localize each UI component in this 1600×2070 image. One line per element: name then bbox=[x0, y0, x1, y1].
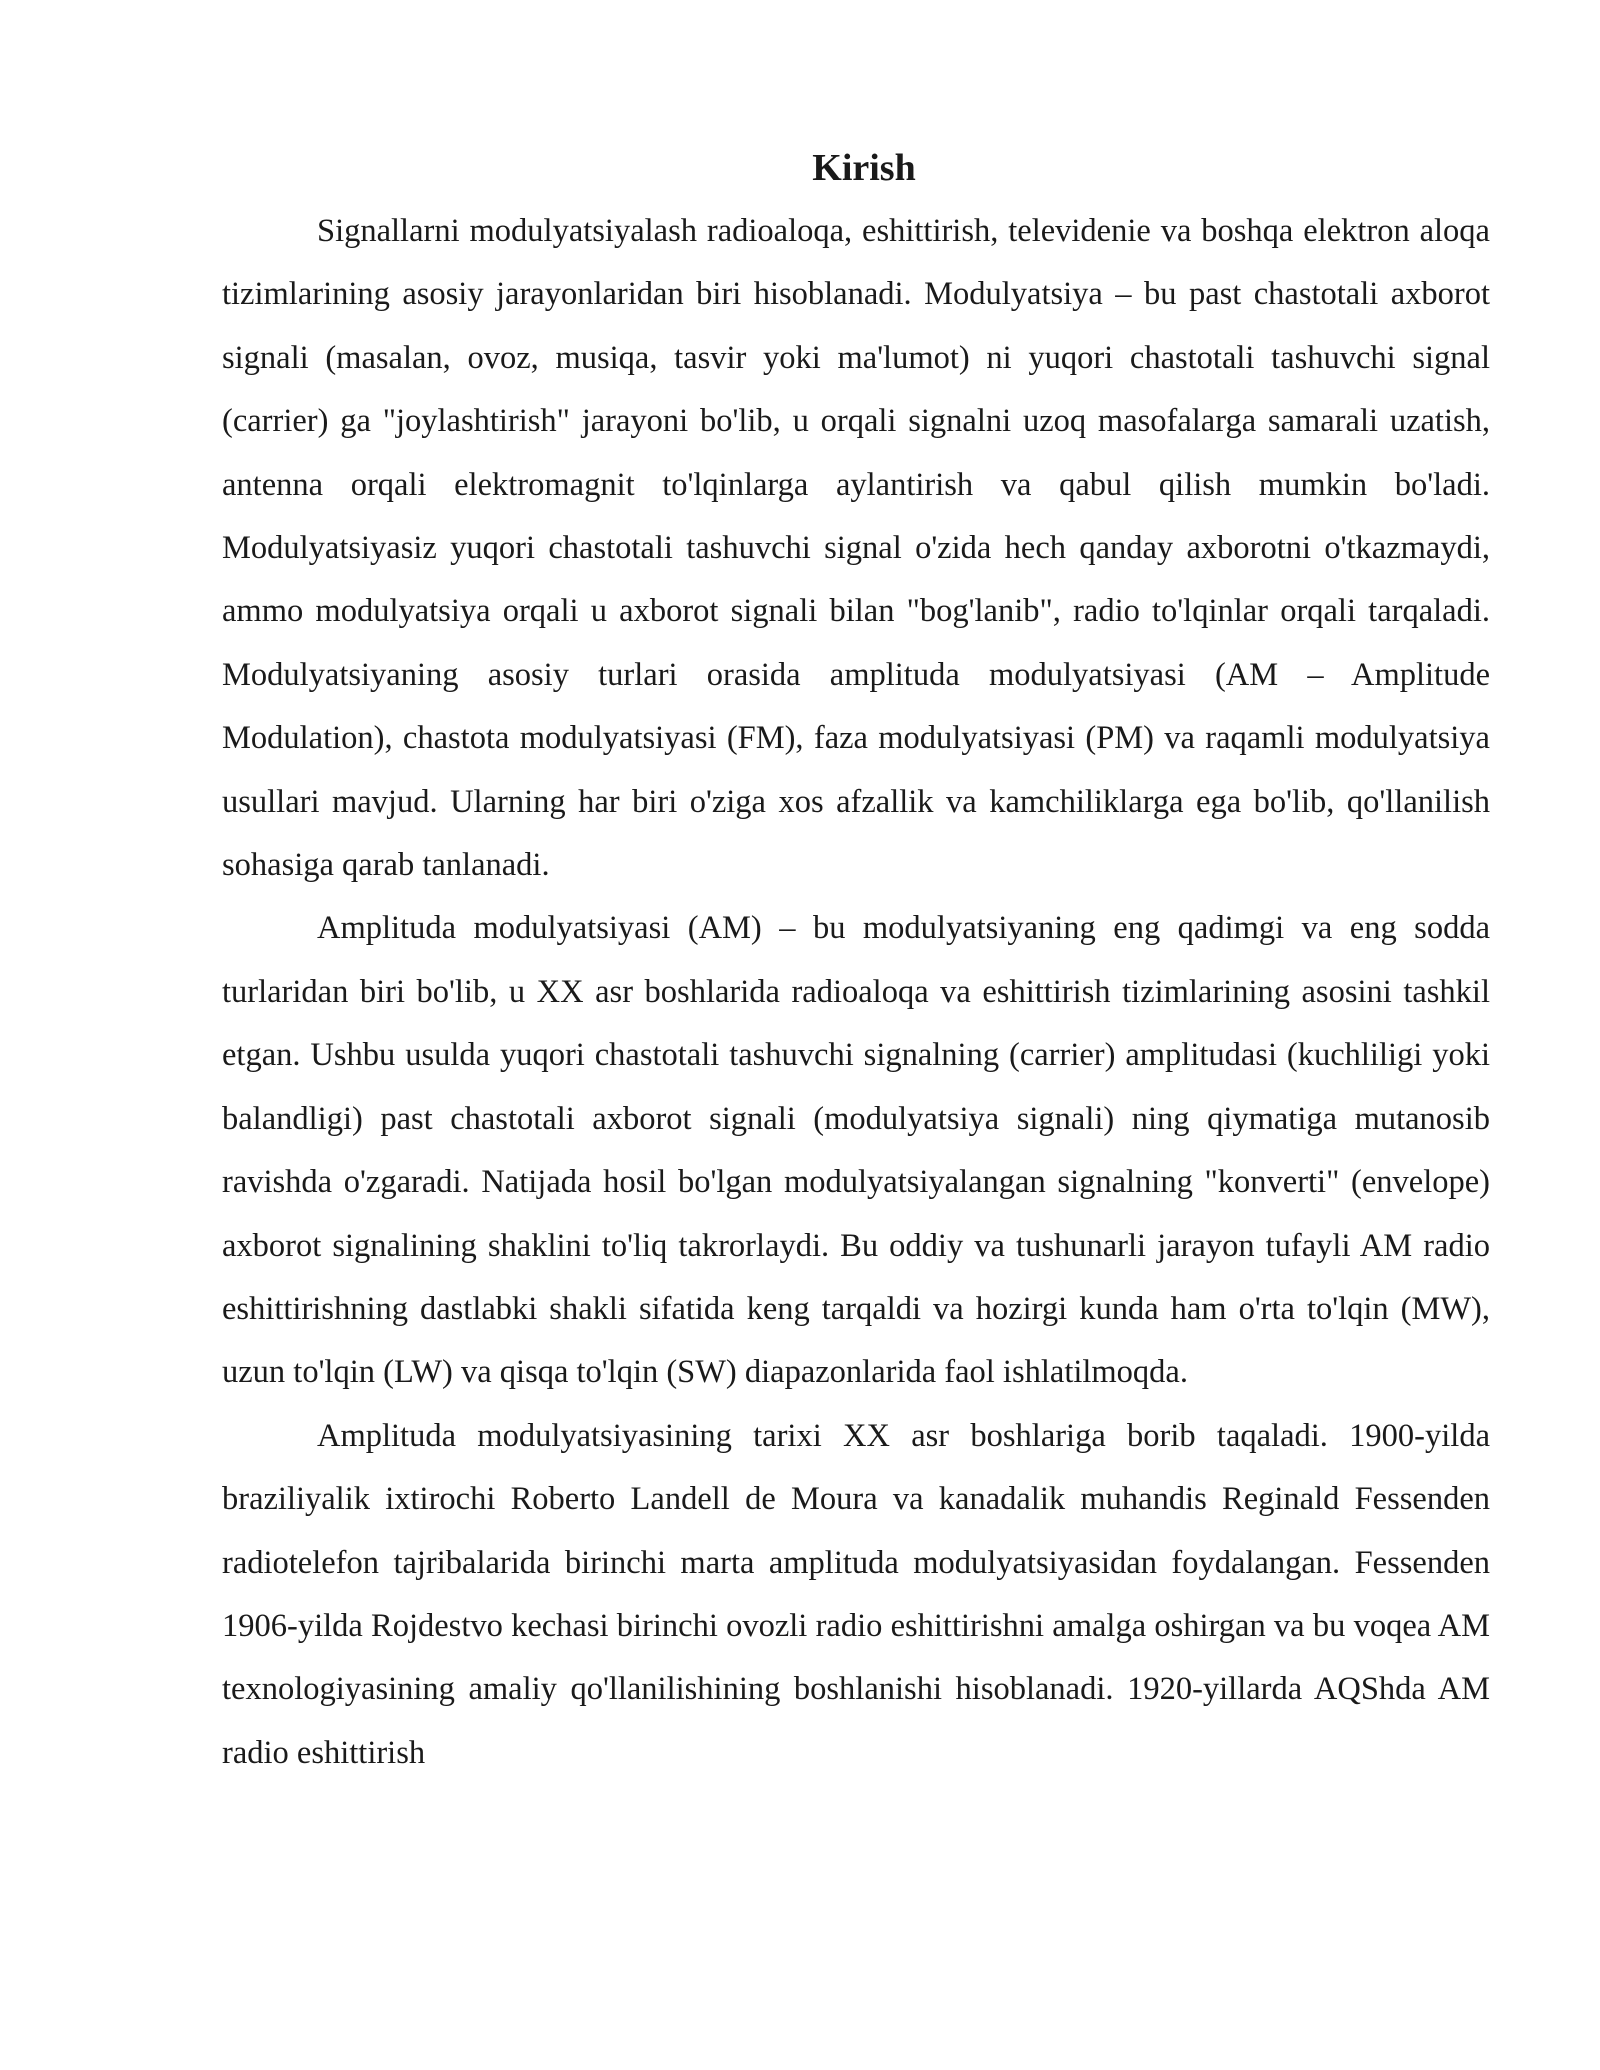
paragraph-intro: Signallarni modulyatsiyalash radioaloqa, eshittirish, televidenie va boshqa elektron aloqa tizimlarining asosiy jarayonlaridan biri hisoblanadi. Modulyatsiya – bu past chastotali axborot signali (masalan, ovoz, musiqa, tasvir yoki ma'lumot) ni yuqori chastotali tashuvchi signal (carrier) ga "joylashtirish" jarayoni bo'lib, u orqali signalni uzoq masofalarga samarali uzatish, antenna orqali elektromagnit to'lqinlarga aylantirish va qabul qilish mumkin bo'ladi. Modulyatsiyasiz yuqori chastotali tashuvchi signal o'zida hech qanday axborotni o'tkazmaydi, ammo modulyatsiya orqali u axborot signali bilan "bog'lanib", radio to'lqinlar orqali tarqaladi. Modulyatsiyaning asosiy turlari orasida amplituda modulyatsiyasi (AM – Amplitude Modulation), chastota modulyatsiyasi (FM), faza modulyatsiyasi (PM) va raqamli modulyatsiya usullari mavjud. Ularning har biri o'ziga xos afzallik va kamchiliklarga ega bo'lib, qo'llanilish sohasiga qarab tanlanadi. bbox=[222, 213, 1490, 884]
paragraph-am-history: Amplituda modulyatsiyasining tarixi XX asr boshlariga borib taqaladi. 1900-yilda braziliyalik ixtirochi Roberto Landell de Moura va kanadalik muhandis Reginald Fessenden radiotelefon tajribalarida birinchi marta amplituda modulyatsiyasidan foydalangan. Fessenden 1906-yilda Rojdestvo kechasi birinchi ovozli radio eshittirishni amalga oshirgan va bu voqea AM texnologiyasining amaliy qo'llanilishining boshlanishi hisoblanadi. 1920-yillarda AQShda AM radio eshittirish bbox=[222, 1417, 1490, 1771]
paragraph-am-definition: Amplituda modulyatsiyasi (AM) – bu modulyatsiyaning eng qadimgi va eng sodda turlaridan biri bo'lib, u XX asr boshlarida radioaloqa va eshittirish tizimlarining asosini tashkil etgan. Ushbu usulda yuqori chastotali tashuvchi signalning (carrier) amplitudasi (kuchliligi yoki balandligi) past chastotali axborot signali (modulyatsiya signali) ning qiymatiga mutanosib ravishda o'zgaradi. Natijada hosil bo'lgan modulyatsiyalangan signalning "konverti" (envelope) axborot signalining shaklini to'liq takrorlaydi. Bu oddiy va tushunarli jarayon tufayli AM radio eshittirishning dastlabki shakli sifatida keng tarqaldi va hozirgi kunda ham o'rta to'lqin (MW), uzun to'lqin (LW) va qisqa to'lqin (SW) diapazonlarida faol ishlatilmoqda. bbox=[222, 910, 1490, 1391]
document-title: Kirish bbox=[812, 147, 916, 189]
document-body bbox=[222, 142, 1490, 1785]
